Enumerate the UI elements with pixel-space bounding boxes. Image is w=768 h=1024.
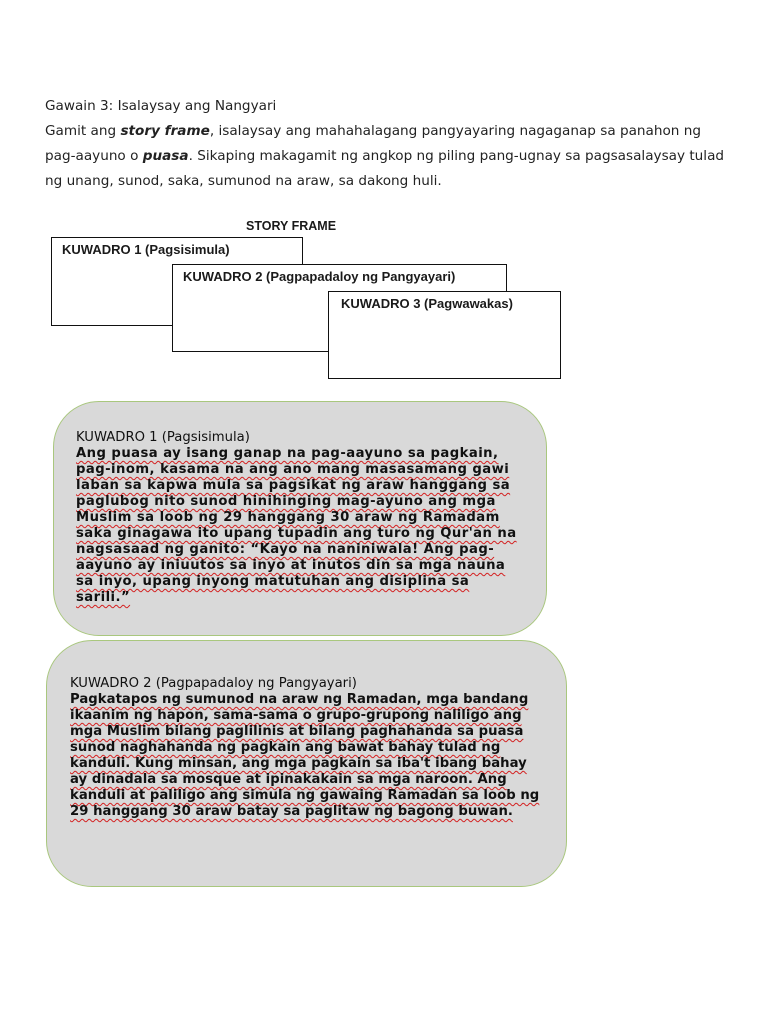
kuwadro-2-text: Pagkatapos ng sumunod na araw ng Ramadan, mga bandang ikaanim ng hapon, sama-sama o grupo-grupong naliligo ang mga Muslim bilang paglilinis at bilang paghahanda sa puasa sunod naghahanda ng pagkain ang bawat bahay tulad ng kanduli. Kung minsan, ang mga pagkain sa iba't ibang bahay ay dinadala sa mosque at ipinakakain sa mga naroon. Ang kanduli at paliligo ang simula ng gawaing Ramadan sa loob ng 29 hanggang 30 araw batay sa paglitaw ng bagong buwan.	[70, 692, 540, 819]
kuwadro-1-text: Ang puasa ay isang ganap na pag-aayuno sa pagkain, pag-inom, kasama na ang ano mang masasamang gawi laban sa kapwa mula sa pagsikat ng araw hanggang sa paglubog nito sunod hinihinging mag-ayuno ang mga Muslim sa loob ng 29 hanggang 30 araw ng Ramadam saka ginagawa ito upang tupadin ang turo ng Qur'an na nagsasaad ng ganito: “Kayo na naniniwala! Ang pag-aayuno ay iniuutos sa inyo at inutos din sa mga nauna sa inyo, upang inyong matutuhan ang disiplina sa sarili.”	[76, 446, 517, 605]
story-frame-box-2: KUWADRO 2 (Pagpapadaloy ng Pangyayari)	[172, 264, 507, 352]
story-frame-box-1: KUWADRO 1 (Pagsisimula)	[51, 237, 303, 326]
kuwadro-2-heading: KUWADRO 2 (Pagpapadaloy ng Pangyayari)	[70, 676, 357, 691]
term-story-frame: story frame	[120, 123, 210, 139]
kuwadro-2-box	[46, 640, 567, 887]
activity-description: Gamit ang story frame, isalaysay ang mahahalagang pangyayaring nagaganap sa panahon ng pag-aayuno o puasa. Sikaping makagamit ng angkop ng piling pang-ugnay sa pagsasalaysay tulad ng unang, sunod, saka, sumunod na araw, sa dakong huli.	[45, 123, 725, 189]
kuwadro-1-heading: KUWADRO 1 (Pagsisimula)	[76, 430, 250, 445]
story-frame-title: STORY FRAME	[246, 219, 337, 233]
activity-instructions	[45, 94, 725, 194]
activity-title: Gawain 3: Isalaysay ang Nangyari	[45, 98, 277, 114]
story-frame-box-3: KUWADRO 3 (Pagwawakas)	[328, 291, 561, 379]
term-puasa: puasa	[142, 148, 189, 164]
kuwadro-1-box	[53, 401, 547, 636]
